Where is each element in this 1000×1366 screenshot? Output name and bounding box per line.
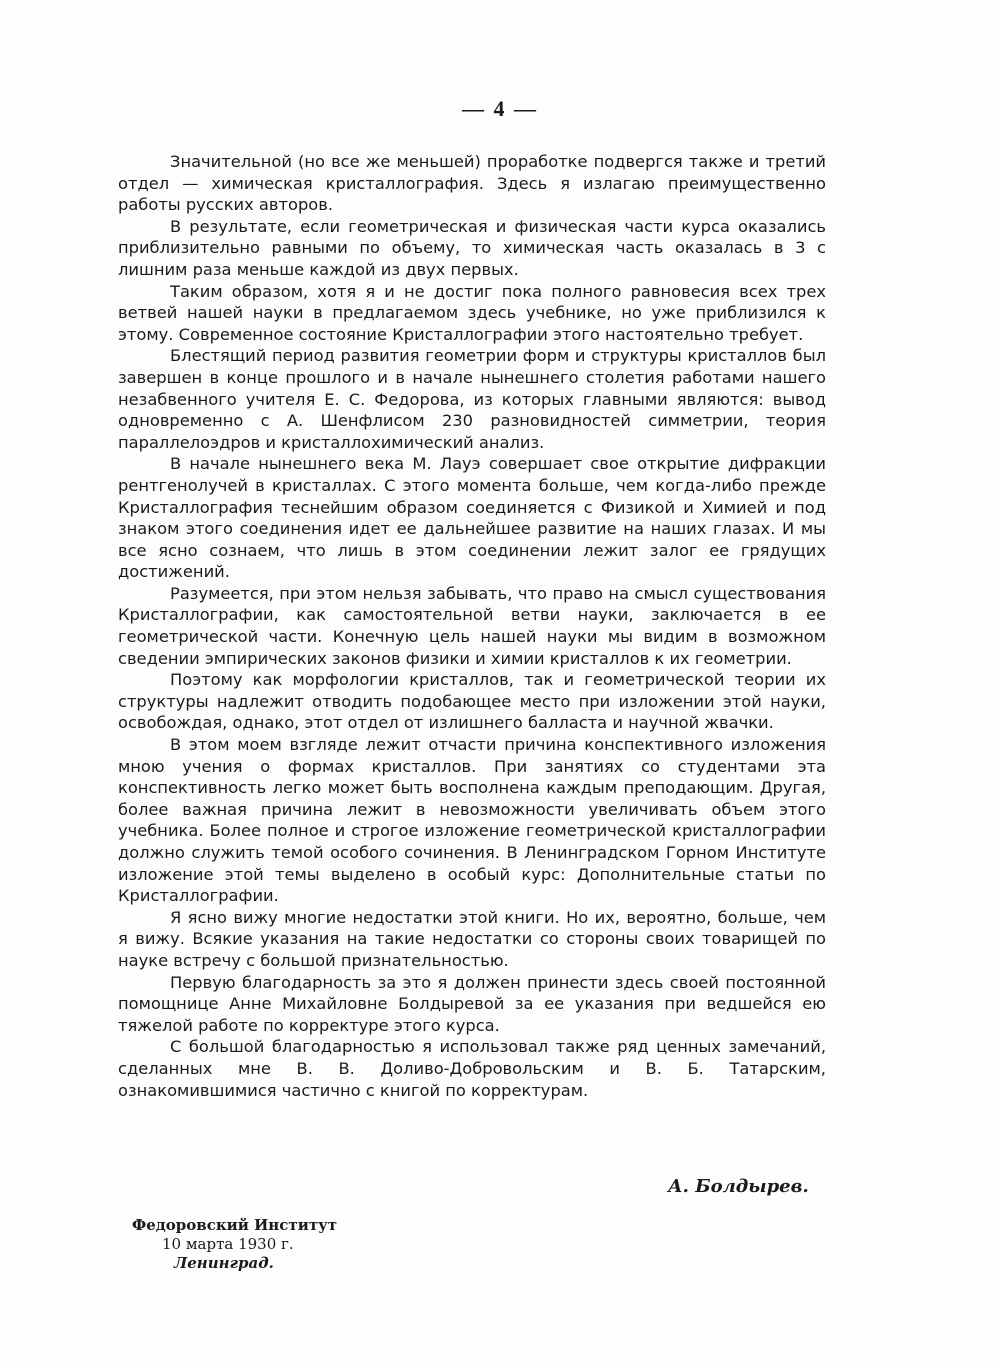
institute-name: Федоровский Институт: [132, 1216, 338, 1234]
date: 10 марта 1930 г.: [162, 1235, 294, 1253]
body-text: [118, 151, 826, 1101]
paragraph: В начале нынешнего века М. Лауэ совершает свое открытие дифракции рентгенолучей в кристаллах. С этого момента больше, чем когда-либо прежде Кристаллография теснейшим образом соединяется с Физикой и Химией и под знаком этого соединения идет ее дальнейшее развитие на наших глазах. И мы все ясно сознаем, что лишь в этом соединении лежит залог ее грядущих достижений.: [118, 454, 826, 582]
paragraph: Таким образом, хотя я и не достиг пока полного равновесия всех трех ветвей нашей науки в предлагаемом здесь учебнике, но уже приблизился к этому. Современное состояние Кристаллографии этого настоятельно требует.: [118, 281, 826, 344]
paragraph: В результате, если геометрическая и физическая части курса оказались приблизительно равными по объему, то химическая часть оказалась в 3 с лишним раза меньше каждой из двух первых.: [118, 216, 826, 279]
page-number: — 4 —: [462, 96, 538, 121]
footer-dateline: [132, 1216, 337, 1273]
paragraph: В этом моем взгляде лежит отчасти причина конспективного изложения мною учения о формах кристаллов. При занятиях со студентами эта конспективность легко может быть восполнена каждым преподающим. Другая, более важная причина лежит в невозможности увеличивать объем этого учебника. Более полное и строгое изложение геометрической кристаллографии должно служить темой особого сочинения. В Ленинградском Горном Институте изложение этой темы выделено в особый курс: Дополнительные статьи по Кристаллографии.: [118, 735, 826, 906]
author-signature: А. Болдырев.: [668, 1176, 809, 1197]
paragraph: Блестящий период развития геометрии форм и структуры кристаллов был завершен в конце прошлого и в начале нынешнего столетия работами нашего незабвенного учителя Е. С. Федорова, из которых главными являются: вывод одновременно с А. Шенфлисом 230 разновидностей симметрии, теория параллелоэдров и кристаллохимический анализ.: [118, 346, 826, 452]
paragraph: Разумеется, при этом нельзя забывать, что право на смысл существования Кристаллографии, как самостоятельной ветви науки, заключается в ее геометрической части. Конечную цель нашей науки мы видим в возможном сведении эмпирических законов физики и химии кристаллов к их геометрии.: [118, 583, 826, 668]
paragraph: Первую благодарность за это я должен принести здесь своей постоянной помощнице Анне Михайловне Болдыревой за ее указания при ведшейся ею тяжелой работе по корректуре этого курса.: [118, 972, 826, 1035]
paragraph: Поэтому как морфологии кристаллов, так и геометрической теории их структуры надлежит отводить подобающее место при изложении этой науки, освобождая, однако, этот отдел от излишнего балласта и научной жвачки.: [118, 670, 826, 733]
city: Ленинград.: [174, 1254, 274, 1272]
paragraph: С большой благодарностью я использовал также ряд ценных замечаний, сделанных мне В. В. Доливо-Добровольским и В. Б. Татарским, ознакомившимися частично с книгой по корректурам.: [118, 1037, 826, 1100]
paragraph: Значительной (но все же меньшей) проработке подвергся также и третий отдел — химическая кристаллография. Здесь я излагаю преимущественно работы русских авторов.: [118, 152, 826, 215]
paragraph: Я ясно вижу многие недостатки этой книги. Но их, вероятно, больше, чем я вижу. Всякие указания на такие недостатки со стороны своих товарищей по науке встречу с большой признательностью.: [118, 907, 826, 970]
